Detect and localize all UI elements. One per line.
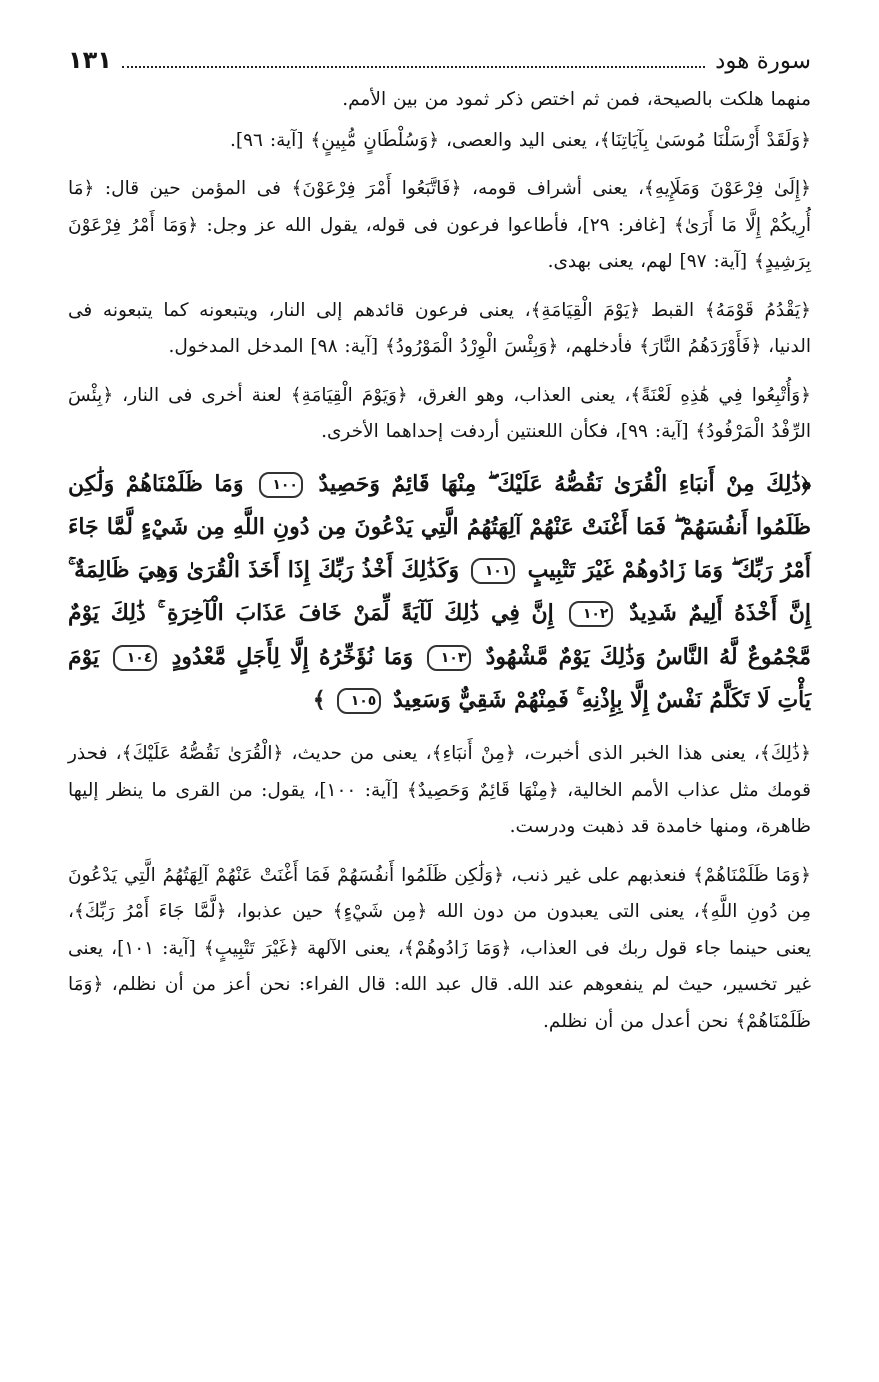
verse-closing-ornament: ﴾	[312, 686, 326, 713]
verse-text: وَكَذَٰلِكَ أَخْذُ رَبِّكَ إِذَا أَخَذَ الْقُرَىٰ وَهِيَ ظَالِمَةٌ ۚ إِنَّ أَخْذَهُ أَلِيمٌ شَدِيدٌ	[68, 557, 811, 627]
verse-text: وَمَا ظَلَمْنَاهُمْ وَلَٰكِن ظَلَمُوا أَنفُسَهُمْ ۖ فَمَا أَغْنَتْ عَنْهُمْ آلِهَتُهُمُ الَّتِي يَدْعُونَ مِن دُونِ اللَّهِ مِن شَيْءٍ لَّمَّا جَاءَ أَمْرُ رَبِّكَ ۖ وَمَا زَادُوهُمْ غَيْرَ تَتْبِيبٍ	[68, 470, 811, 584]
paragraph: ﴿وَأُتْبِعُوا فِي هَٰذِهِ لَعْنَةً﴾، يعنى العذاب، وهو الغرق، ﴿وَيَوْمَ الْقِيَامَةِ﴾ لعنة أخرى فى النار، ﴿بِئْسَ الرِّفْدُ الْمَرْفُودُ﴾ [آية: ٩٩]، فكأن اللعنتين أردفت إحداهما الأخرى.	[68, 384, 811, 442]
verse-text: إِنَّ فِي ذَٰلِكَ لَآيَةً لِّمَنْ خَافَ عَذَابَ الْآخِرَةِ ۚ ذَٰلِكَ يَوْمٌ مَّجْمُوعٌ لَّهُ النَّاسُ وَذَٰلِكَ يَوْمٌ مَّشْهُودٌ	[68, 600, 811, 670]
paragraph: منهما هلكت بالصيحة، فمن ثم اختص ذكر ثمود من بين الأمم.	[342, 89, 811, 110]
paragraph: ﴿وَمَا ظَلَمْنَاهُمْ﴾ فنعذبهم على غير ذنب، ﴿وَلَٰكِن ظَلَمُوا أَنفُسَهُمْ فَمَا أَغْنَتْ عَنْهُمْ آلِهَتُهُمُ الَّتِي يَدْعُونَ مِن دُونِ اللَّهِ﴾، يعنى التى يعبدون من دون الله ﴿مِن شَيْءٍ﴾ حين عذبوا، ﴿لَّمَّا جَاءَ أَمْرُ رَبِّكَ﴾، يعنى حينما جاء قول ربك فى العذاب، ﴿وَمَا زَادُوهُمْ﴾، يعنى الآلهة ﴿غَيْرَ تَتْبِيبٍ﴾ [آية: ١٠١]، يعنى غير تخسير، حيث لم ينفعوهم عند الله. قال عبد الله: قال الفراء: نحن أعز من أن نظلم، ﴿وَمَا ظَلَمْنَاهُمْ﴾ نحن أعدل من أن نظلم.	[68, 864, 811, 1032]
verse-text: يَوْمَ يَأْتِ لَا تَكَلَّمُ نَفْسٌ إِلَّا بِإِذْنِهِ ۚ فَمِنْهُمْ شَقِيٌّ وَسَعِيدٌ	[68, 643, 811, 713]
quran-verses-block	[68, 463, 811, 723]
paragraph: ﴿ذَٰلِكَ﴾، يعنى هذا الخبر الذى أخبرت، ﴿مِنْ أَنبَاءِ﴾، يعنى من حديث، ﴿الْقُرَىٰ نَقُصُّهُ عَلَيْكَ﴾، فحذر قومك مثل عذاب الأمم الخالية، ﴿مِنْهَا قَائِمٌ وَحَصِيدٌ﴾ [آية: ١٠٠]، يقول: من القرى ما ينظر إليها ظاهرة، ومنها خامدة قد ذهبت ودرست.	[68, 743, 811, 838]
page-number: ١٣١	[68, 46, 112, 74]
verse-number-marker: ١٠٣	[427, 645, 471, 671]
verse-number-marker: ١٠٤	[113, 645, 157, 671]
verse-number-marker: ١٠٠	[259, 472, 303, 498]
verse-number-marker: ١٠١	[471, 558, 515, 584]
verse-text: وَمَا نُؤَخِّرُهُ إِلَّا لِأَجَلٍ مَّعْدُودٍ	[171, 643, 414, 670]
page-header	[68, 40, 811, 82]
verse-text: ﴿ذَٰلِكَ مِنْ أَنبَاءِ الْقُرَىٰ نَقُصُّهُ عَلَيْكَ ۖ مِنْهَا قَائِمٌ وَحَصِيدٌ	[318, 470, 811, 497]
verse-number-marker: ١٠٥	[337, 688, 381, 714]
verse-number-marker: ١٠٢	[569, 601, 613, 627]
paragraph: ﴿وَلَقَدْ أَرْسَلْنَا مُوسَىٰ بِآيَاتِنَا﴾، يعنى اليد والعصى، ﴿وَسُلْطَانٍ مُّبِينٍ﴾ [آية: ٩٦].	[230, 129, 811, 151]
header-dot-leader	[122, 48, 705, 68]
paragraph: ﴿إِلَىٰ فِرْعَوْنَ وَمَلَإِيهِ﴾، يعنى أشراف قومه، ﴿فَاتَّبَعُوا أَمْرَ فِرْعَوْنَ﴾ فى المؤمن حين قال: ﴿مَا أُرِيكُمْ إِلَّا مَا أَرَىٰ﴾ [غافر: ٢٩]، فأطاعوا فرعون فى قوله، يقول الله عز وجل: ﴿وَمَا أَمْرُ فِرْعَوْنَ بِرَشِيدٍ﴾ [آية: ٩٧] لهم، يعنى بهدى.	[68, 178, 811, 272]
surah-title: سورة هود	[715, 48, 811, 74]
paragraph: ﴿يَقْدُمُ قَوْمَهُ﴾ القبط ﴿يَوْمَ الْقِيَامَةِ﴾، يعنى فرعون قائدهم إلى النار، ويتبعونه كما يتبعونه فى الدنيا، ﴿فَأَوْرَدَهُمُ النَّارَ﴾ فأدخلهم، ﴿وَبِئْسَ الْوِرْدُ الْمَوْرُودُ﴾ [آية: ٩٨] المدخل المدخول.	[68, 299, 811, 357]
